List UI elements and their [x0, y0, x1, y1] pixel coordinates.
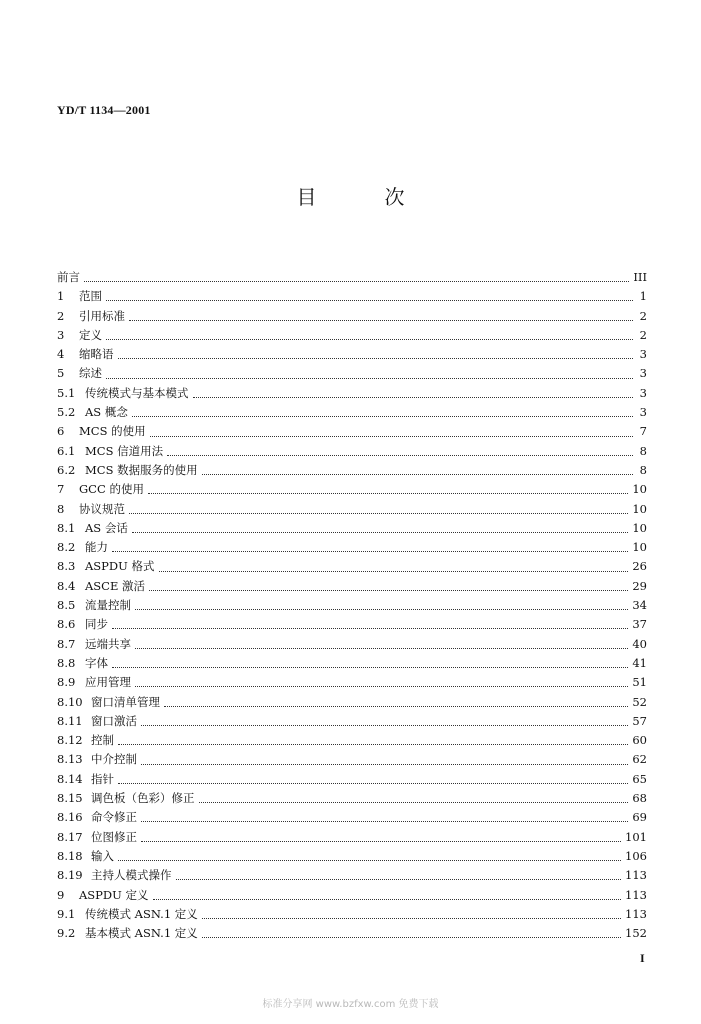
toc-entry-number: 6.1: [57, 443, 76, 458]
watermark: 标准分享网 www.bzfxw.com 免费下载: [262, 999, 439, 1010]
toc-entry[interactable]: [57, 674, 647, 693]
toc-entry[interactable]: [57, 365, 647, 384]
toc-entry[interactable]: [57, 771, 647, 790]
toc-entry-page: 40: [632, 636, 647, 651]
toc-entry-label: ASPDU 定义: [79, 887, 149, 902]
toc-entry-page: 10: [632, 520, 647, 535]
toc-entry-label: MCS 信道用法: [85, 443, 164, 458]
toc-entry-label: 缩略语: [79, 347, 114, 362]
toc-leader-dots: [150, 436, 633, 437]
toc-entry-number: 8.11: [57, 713, 83, 728]
toc-entry[interactable]: [57, 539, 647, 558]
toc-entry-label: 位图修正: [91, 829, 137, 844]
toc-leader-dots: [148, 493, 628, 494]
toc-entry-label: 传统模式与基本模式: [85, 385, 189, 400]
toc-entry-page: 57: [632, 713, 647, 728]
toc-entry-number: 8.4: [57, 578, 76, 593]
toc-entry[interactable]: [57, 346, 647, 365]
toc-entry-label: 流量控制: [85, 598, 131, 613]
toc-leader-dots: [118, 783, 628, 784]
title-char-1: 目: [296, 185, 317, 209]
toc-entry-label: 中介控制: [91, 752, 137, 767]
toc-entry-page: 29: [632, 578, 647, 593]
toc-entry-label: 定义: [79, 327, 102, 342]
toc-entry-page: 8: [639, 443, 647, 458]
toc-leader-dots: [135, 648, 628, 649]
toc-entry-page: 8: [639, 462, 647, 477]
toc-entry-page: 10: [632, 501, 647, 516]
toc-entry-page: 113: [625, 868, 647, 883]
toc-leader-dots: [135, 609, 628, 610]
toc-entry-label: 前言: [57, 270, 80, 284]
toc-leader-dots: [202, 937, 621, 938]
toc-leader-dots: [106, 378, 633, 379]
toc-entry-number: 1: [57, 289, 65, 304]
toc-entry-label: 指针: [91, 771, 114, 786]
toc-entry[interactable]: [57, 694, 647, 713]
toc-leader-dots: [132, 532, 629, 533]
toc-entry-page: 52: [632, 694, 647, 709]
toc-entry-label: 远端共享: [85, 636, 131, 651]
toc-entry[interactable]: [57, 636, 647, 655]
toc-entry[interactable]: [57, 829, 647, 848]
toc-leader-dots: [112, 551, 628, 552]
toc-entry[interactable]: [57, 308, 647, 327]
toc-entry-page: 37: [632, 617, 647, 632]
toc-entry-number: 8.10: [57, 694, 83, 709]
toc-entry[interactable]: [57, 809, 647, 828]
toc-entry-label: 主持人模式操作: [91, 868, 172, 883]
toc-entry-page: 3: [639, 347, 647, 362]
toc-entry-number: 7: [57, 482, 65, 497]
toc-entry-page: 106: [625, 848, 647, 863]
toc-entry[interactable]: [57, 462, 647, 481]
toc-entry-page: 60: [632, 733, 647, 748]
toc-leader-dots: [141, 725, 628, 726]
toc-entry-label: 能力: [85, 540, 108, 555]
toc-entry[interactable]: [57, 597, 647, 616]
toc-entry-page: 113: [625, 906, 647, 921]
toc-entry-number: 8.3: [57, 559, 76, 574]
toc-entry-label: 窗口激活: [91, 713, 137, 728]
toc-entry-number: 8.5: [57, 598, 76, 613]
toc-entry[interactable]: [57, 732, 647, 751]
toc-entry-page: 7: [639, 424, 647, 439]
toc-entry-number: 2: [57, 308, 65, 323]
toc-entry-number: 8.18: [57, 848, 83, 863]
toc-entry[interactable]: [57, 501, 647, 520]
toc-leader-dots: [164, 706, 628, 707]
toc-entry[interactable]: [57, 385, 647, 404]
toc-leader-dots: [118, 358, 634, 359]
toc-entry-page: 51: [632, 675, 647, 690]
toc-entry-label: 范围: [79, 289, 102, 304]
toc-entry-page: 62: [632, 752, 647, 767]
toc-entry-page: 3: [639, 385, 647, 400]
toc-leader-dots: [202, 918, 621, 919]
toc-entry-number: 8.6: [57, 617, 76, 632]
toc-entry-page: 69: [632, 810, 647, 825]
toc-leader-dots: [112, 628, 628, 629]
toc-entry-page: 2: [639, 327, 647, 342]
toc-entry-label: 综述: [79, 366, 102, 381]
toc-leader-dots: [129, 320, 633, 321]
toc-entry-number: 8.14: [57, 771, 83, 786]
toc-entry-number: 8.16: [57, 810, 83, 825]
toc-entry[interactable]: [57, 751, 647, 770]
toc-entry[interactable]: [57, 327, 647, 346]
toc-leader-dots: [106, 339, 633, 340]
toc-entry-number: 8.19: [57, 868, 83, 883]
toc-entry-label: 窗口清单管理: [91, 694, 160, 709]
toc-entry[interactable]: [57, 616, 647, 635]
toc-leader-dots: [159, 571, 629, 572]
toc-entry[interactable]: [57, 558, 647, 577]
toc-entry-label: 调色板（色彩）修正: [91, 791, 195, 806]
toc-entry-label: AS 会话: [85, 520, 128, 535]
toc-leader-dots: [176, 879, 622, 880]
toc-entry-page: 34: [632, 598, 647, 613]
toc-entry-label: MCS 的使用: [79, 424, 146, 439]
toc-entry-page: 2: [639, 308, 647, 323]
toc-entry-number: 8.17: [57, 829, 83, 844]
toc-entry-label: 传统模式 ASN.1 定义: [85, 906, 198, 921]
toc-entry[interactable]: [57, 867, 647, 886]
toc-entry-label: 输入: [91, 848, 114, 863]
toc-entry-label: ASCE 激活: [85, 578, 146, 593]
toc-leader-dots: [193, 397, 634, 398]
toc-entry-number: 8.13: [57, 752, 83, 767]
toc-entry-number: 8.9: [57, 675, 76, 690]
toc-entry-page: 26: [632, 559, 647, 574]
toc-entry-page: 10: [632, 540, 647, 555]
toc-entry-label: ASPDU 格式: [85, 559, 155, 574]
document-code: YD/T 1134—2001: [57, 103, 151, 117]
toc-entry[interactable]: [57, 288, 647, 307]
toc-entry[interactable]: [57, 443, 647, 462]
toc-entry-label: 基本模式 ASN.1 定义: [85, 926, 198, 941]
toc-entry-label: GCC 的使用: [79, 482, 144, 497]
toc-entry[interactable]: [57, 520, 647, 539]
toc-entry[interactable]: [57, 848, 647, 867]
toc-entry-number: 4: [57, 347, 65, 362]
toc-entry[interactable]: [57, 481, 647, 500]
toc-entry-number: 9: [57, 887, 65, 902]
toc-leader-dots: [141, 841, 621, 842]
toc-entry-page: 3: [639, 366, 647, 381]
toc-entry[interactable]: [57, 790, 647, 809]
toc-entry-number: 5: [57, 366, 65, 381]
toc-leader-dots: [199, 802, 629, 803]
toc-entry[interactable]: [57, 887, 647, 906]
toc-entry-label: 字体: [85, 655, 108, 670]
toc-leader-dots: [135, 686, 628, 687]
toc-entry-page: 3: [639, 405, 647, 420]
toc-entry-label: 引用标准: [79, 308, 125, 323]
toc-entry-page: 113: [625, 887, 647, 902]
toc-entry-page: 65: [632, 771, 647, 786]
page-title: [0, 181, 701, 210]
toc-entry-label: 命令修正: [91, 810, 137, 825]
toc-entry-page: 68: [632, 791, 647, 806]
toc-leader-dots: [167, 455, 633, 456]
toc-entry-page: 1: [639, 289, 647, 304]
toc-entry-label: 应用管理: [85, 675, 131, 690]
toc-entry-number: 5.2: [57, 405, 76, 420]
toc-leader-dots: [141, 764, 628, 765]
toc-entry-page: 152: [625, 926, 647, 941]
toc-entry-number: 5.1: [57, 385, 76, 400]
toc-entry-page: III: [633, 270, 647, 284]
toc-entry[interactable]: [57, 269, 647, 288]
title-char-2: 次: [384, 185, 405, 209]
toc-entry-number: 8.7: [57, 636, 76, 651]
toc-entry-page: 41: [632, 655, 647, 670]
toc-leader-dots: [141, 821, 628, 822]
toc-entry-number: 8.1: [57, 520, 76, 535]
toc-entry[interactable]: [57, 655, 647, 674]
toc-leader-dots: [112, 667, 628, 668]
toc-entry-number: 9.2: [57, 926, 76, 941]
toc-leader-dots: [153, 899, 622, 900]
toc-entry-page: 101: [625, 829, 647, 844]
toc-entry-label: MCS 数据服务的使用: [85, 462, 198, 477]
toc-entry[interactable]: [57, 578, 647, 597]
toc-entry-number: 3: [57, 327, 65, 342]
toc-entry-number: 6: [57, 424, 65, 439]
toc-leader-dots: [149, 590, 628, 591]
toc-entry-number: 8.15: [57, 791, 83, 806]
toc-entry-label: 同步: [85, 617, 108, 632]
toc-leader-dots: [84, 281, 629, 282]
toc-entry-number: 8.8: [57, 655, 76, 670]
toc-entry[interactable]: [57, 906, 647, 925]
toc-entry[interactable]: [57, 423, 647, 442]
toc-leader-dots: [118, 744, 628, 745]
toc-leader-dots: [129, 513, 628, 514]
toc-leader-dots: [118, 860, 621, 861]
toc-entry-label: AS 概念: [85, 405, 128, 420]
toc-entry-label: 控制: [91, 733, 114, 748]
toc-leader-dots: [132, 416, 633, 417]
table-of-contents: [57, 269, 647, 944]
toc-entry[interactable]: [57, 404, 647, 423]
page-number: I: [640, 951, 645, 965]
toc-entry-label: 协议规范: [79, 501, 125, 516]
toc-entry[interactable]: [57, 925, 647, 944]
toc-entry-number: 8: [57, 501, 65, 516]
toc-entry-page: 10: [632, 482, 647, 497]
toc-leader-dots: [202, 474, 633, 475]
toc-entry-number: 6.2: [57, 462, 76, 477]
toc-entry[interactable]: [57, 713, 647, 732]
toc-leader-dots: [106, 300, 633, 301]
toc-entry-number: 8.2: [57, 540, 76, 555]
toc-entry-number: 9.1: [57, 906, 76, 921]
toc-entry-number: 8.12: [57, 733, 83, 748]
